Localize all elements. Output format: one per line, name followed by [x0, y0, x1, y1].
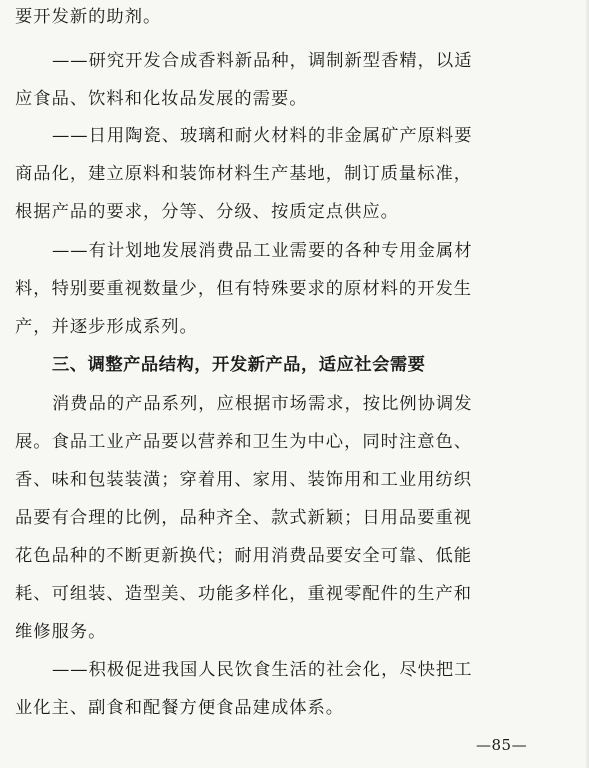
text-line: ——有计划地发展消费品工业需要的各种专用金属材 [52, 241, 473, 261]
page-number: —85— [476, 736, 528, 754]
text-line: 耗、可组装、造型美、功能多样化，重视零配件的生产和 [15, 584, 473, 604]
text-line: 花色品种的不断更新换代；耐用消费品要安全可靠、低能 [15, 546, 473, 566]
text-line: 商品化，建立原料和装饰材料生产基地，制订质量标准， [15, 164, 473, 184]
scan-edge-shadow [585, 0, 589, 768]
text-line: 产，并逐步形成系列。 [15, 317, 198, 337]
text-line: ——研究开发合成香料新品种，调制新型香精，以适 [52, 51, 473, 71]
text-line: 根据产品的要求，分等、分级、按质定点供应。 [15, 202, 399, 222]
section-heading: 三、调整产品结构，开发新产品，适应社会需要 [52, 355, 426, 375]
text-line: 业化主、副食和配餐方便食品建成体系。 [15, 698, 345, 718]
text-line: 应食品、饮料和化妆品发展的需要。 [15, 89, 308, 109]
text-line: 维修服务。 [15, 622, 107, 642]
text-line: ——积极促进我国人民饮食生活的社会化，尽快把工 [52, 660, 473, 680]
text-line: ——日用陶瓷、玻璃和耐火材料的非金属矿产原料要 [52, 126, 473, 146]
text-line: 料，特别要重视数量少，但有特殊要求的原材料的开发生 [15, 279, 473, 299]
text-line: 消费品的产品系列，应根据市场需求，按比例协调发 [52, 394, 473, 414]
text-line: 要开发新的助剂。 [15, 7, 162, 27]
text-line: 品要有合理的比例，品种齐全、款式新颖；日用品要重视 [15, 508, 473, 528]
text-line: 展。食品工业产品要以营养和卫生为中心，同时注意色、 [15, 432, 473, 452]
text-line: 香、味和包装装潢；穿着用、家用、装饰用和工业用纺织 [15, 470, 473, 490]
